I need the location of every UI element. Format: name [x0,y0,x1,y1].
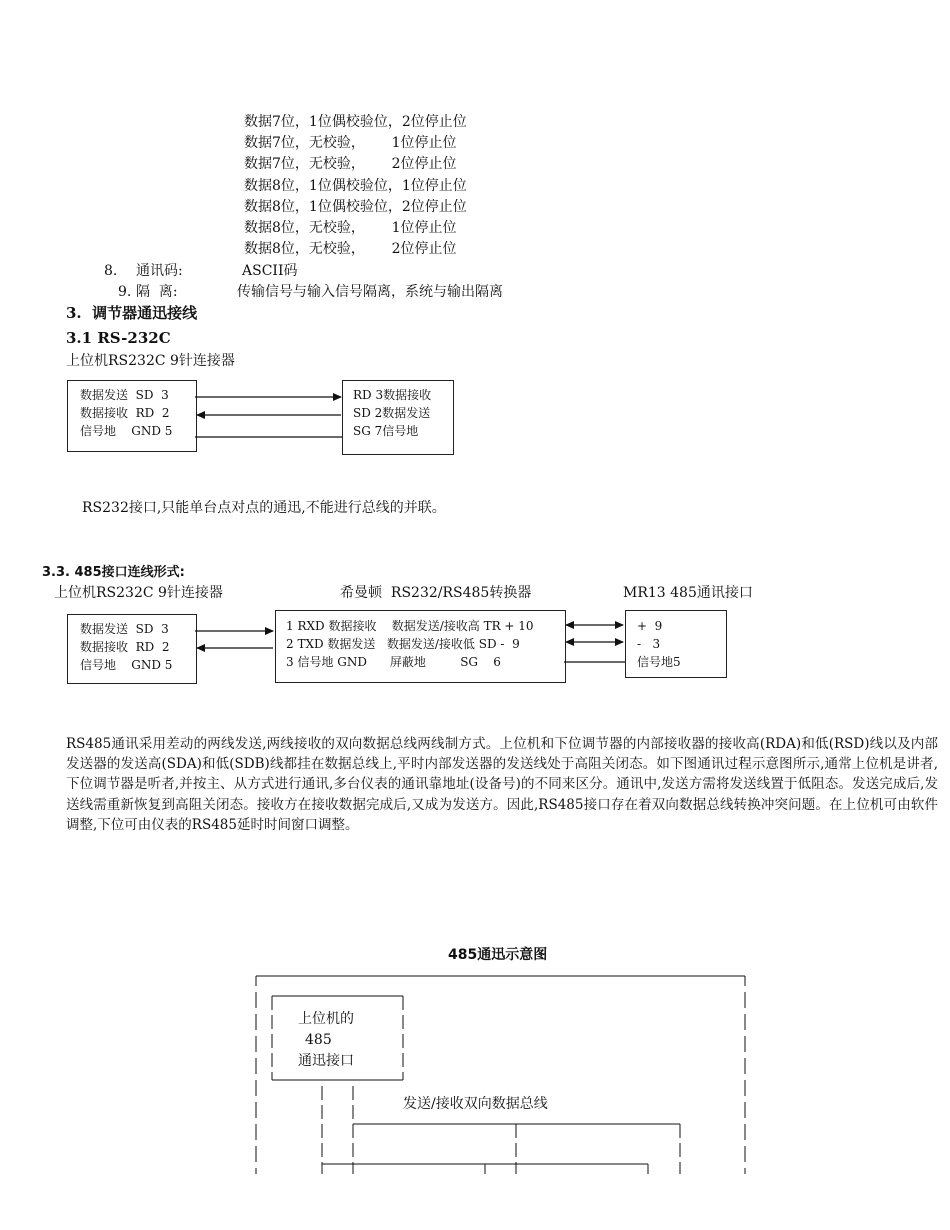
item9-number: 9. [118,284,132,300]
rs232-device-pin: SD 2数据发送 [353,406,431,420]
rs232-host-pin: 信号地 GND 5 [80,424,173,438]
converter-pin: 1 RXD 数据接收 数据发送/接收高 TR + 10 [286,619,534,633]
section33-title: 3.3. 485接口连线形式: [42,565,185,580]
rs485-host-pin: 信号地 GND 5 [80,658,173,672]
section33-caption-host: 上位机RS232C 9针连接器 [54,585,223,601]
section33-caption-converter: 希曼顿 RS232/RS485转换器 [340,585,532,601]
item9-value: 传输信号与输入信号隔离，系统与输出隔离 [237,284,503,300]
rs485-host-pin: 数据发送 SD 3 [80,622,169,636]
rs232-host-pin: 数据接收 RD 2 [80,406,170,420]
figure485-bus-label: 发送/接收双向数据总线 [403,1096,548,1112]
figure485-host-label: 485 [305,1032,332,1048]
serial-option: 数据7位，1位偶校验位，2位停止位 [244,114,467,130]
figure485-title: 485通迅示意图 [448,947,548,963]
rs232-note: RS232接口,只能单台点对点的通迅,不能进行总线的并联。 [82,500,446,516]
figure485-frame [256,976,745,1174]
serial-option: 数据7位，无校验， 2位停止位 [244,156,457,172]
rs485-host-pin: 数据接收 RD 2 [80,640,170,654]
item8-value: ASCII码 [242,263,298,279]
mr13-pin: + 9 [637,619,663,633]
serial-option: 数据7位，无校验， 1位停止位 [244,135,457,151]
section31-caption: 上位机RS232C 9针连接器 [66,353,235,369]
section3-title: 3. 调节器通迅接线 [66,304,198,322]
item9-label: 隔 离: [136,284,178,300]
item8-number: 8. [104,263,118,279]
section33-caption-mr13: MR13 485通讯接口 [623,585,753,601]
rs232-device-pin: SG 7信号地 [353,424,419,438]
serial-option: 数据8位，无校验， 2位停止位 [244,241,457,257]
rs232-device-pin: RD 3数据接收 [353,388,432,402]
figure485-host-label: 上位机的 [298,1011,354,1027]
rs485-description: RS485通讯采用差动的两线发送,两线接收的双向数据总线两线制方式。上位机和下位调节器的内部接收器的接收高(RDA)和低(RSD)线以及内部发送器的发送高(SDA)和低(SDB)线都挂在数据总线上,平时内部发送器的发送线处于高阻关闭态。如下图通讯过程示意图所示,通常上位机是讲者,下位调节器是听者,并按主、从方式进行通讯,多台仪表的通讯靠地址(设备号)的不同来区分。通讯中,发送方需将发送线置于低阻态。发送完成后,发送线需重新恢复到高阻关闭态。接收方在接收数据完成后,又成为发送方。因此,RS485接口存在着双向数据总线转换冲突问题。在上位机可由软件调整,下位可由仪表的RS485延时时间窗口调整。 [66,736,938,833]
section31-title: 3.1 RS-232C [66,329,171,347]
converter-pin: 3 信号地 GND 屏蔽地 SG 6 [286,655,501,669]
rs232-host-pin: 数据发送 SD 3 [80,388,169,402]
mr13-pin: 信号地5 [637,655,681,669]
item8-label: 通讯码: [136,263,183,279]
mr13-pin: - 3 [637,637,661,651]
serial-option: 数据8位，无校验， 1位停止位 [244,220,457,236]
serial-option: 数据8位，1位偶校验位，2位停止位 [244,199,467,215]
converter-pin: 2 TXD 数据发送 数据发送/接收低 SD - 9 [286,637,520,651]
serial-option: 数据8位，1位偶校验位，1位停止位 [244,178,467,194]
figure485-host-label: 通迅接口 [298,1053,354,1069]
